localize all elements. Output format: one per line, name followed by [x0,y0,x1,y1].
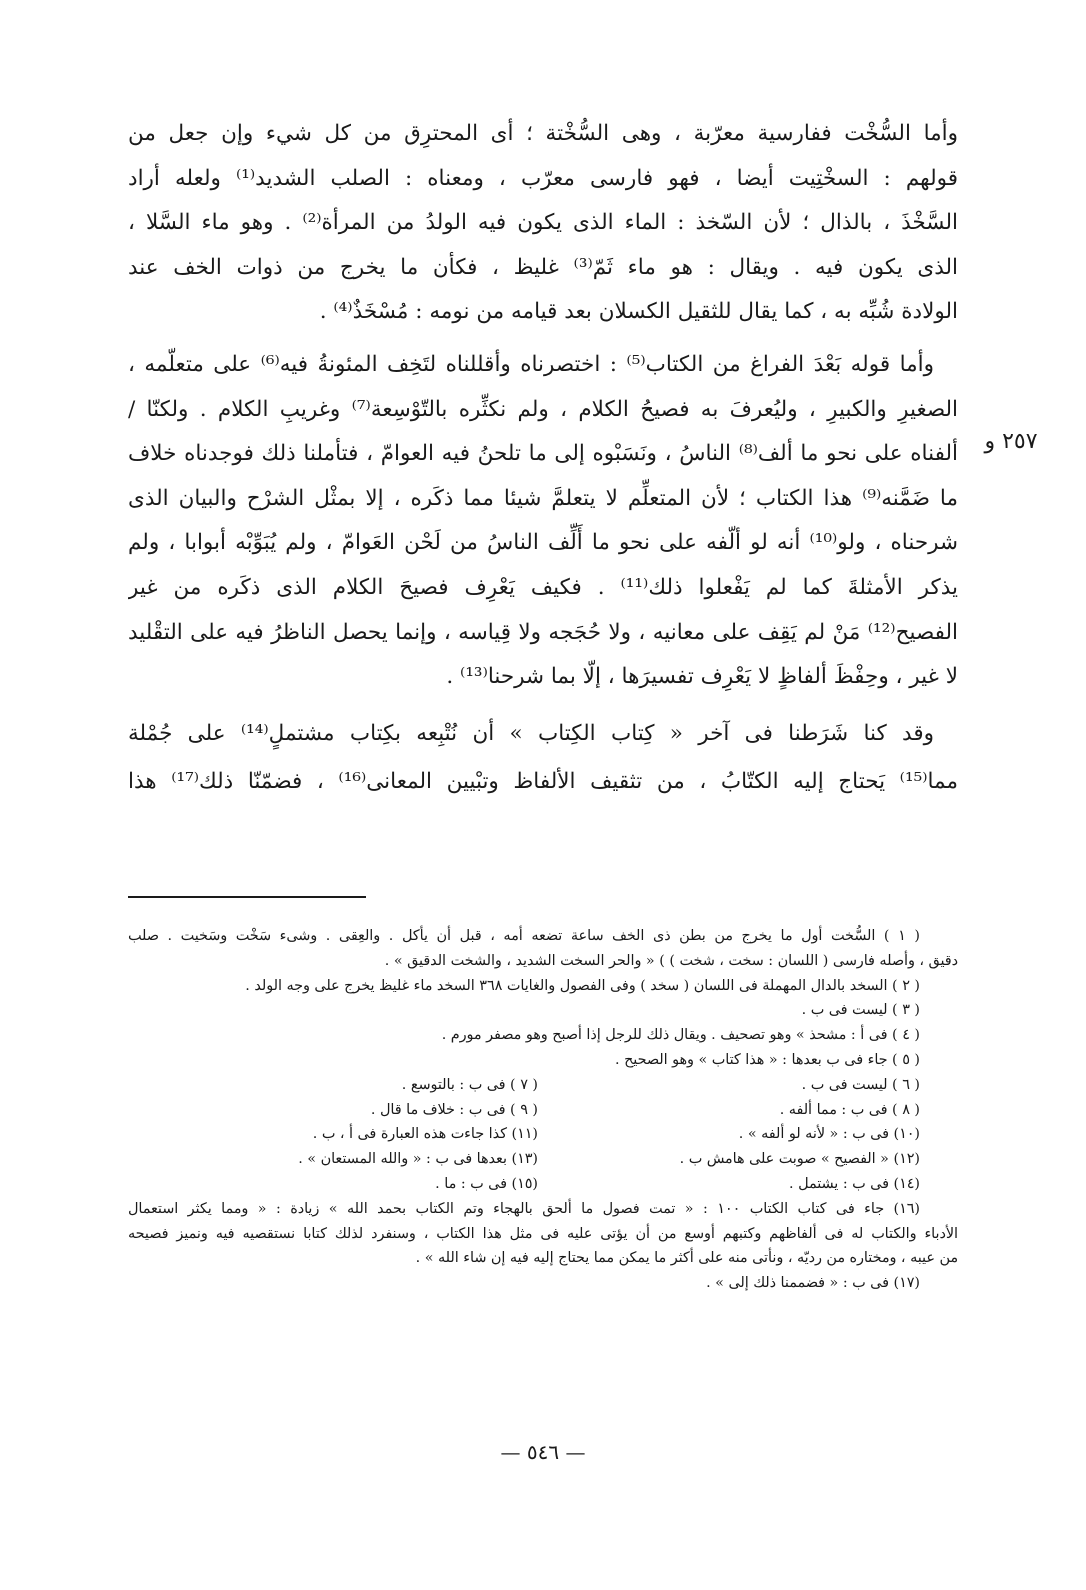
text-line: السَّخْذَ ، بالذال ؛ لأن السّخذ : الماء الذى يكون فيه الولدُ من المرأة⁽²⁾ . وهو ماء السَّلا ، [128,210,958,236]
footnote-14: (١٤) فى ب : يشتمل . [789,1175,920,1192]
text-line: وأما السُّخْت ففارسية معرّبة ، وهى السُّخْتة ؛ أى المحترِق من كل شيء وإن جعل من [128,121,958,146]
paragraph-3 [128,710,958,806]
footnote-11: (١١) كذا جاءت هذه العبارة فى أ ، ب . [312,1126,538,1143]
text-line: شرحناه ، ولو⁽¹⁰⁾ أنه لو ألّفه على نحو ما أَلِّف الناسُ من لَحْن العَوامّ ، ولم يُبَوِّبْه أبوابا ، ولم [128,530,958,556]
text-line: وأما قوله بَعْدَ الفراغ من الكتاب⁽⁵⁾ : اختصرناه وأقللناه لتَخِف المئونةُ فيه⁽⁶⁾ على متعلّمه ، [128,351,934,377]
text-line: الصغيرِ والكبيرِ ، وليُعرفَ به فصيحُ الكلام ، ولم نكثِّره بالتّوْسِعة⁽⁷⁾ وغريبِ الكلام . ولكنّا / [128,396,958,422]
footnote-3: ( ٣ ) ليست فى ب . [801,1002,920,1019]
footnote-1: ( ١ ) السُّخت أول ما يخرج من بطن ذى الخف ساعة تضعه أمه ، قبل أن يأكل . والعِقى . وشىء سَخْت وسَخيت . صلب [128,928,921,944]
text-line: الولادة شُبِّه به ، كما يقال للثقيل الكسلان بعد قيامه من نومه : مُسْخَذٌ⁽⁴⁾ . [319,299,958,325]
footnote-row [128,1122,958,1147]
margin-folio-reference: ٢٥٧ و [984,429,1038,454]
footnote-15: (١٥) فى ب : ما . [435,1175,538,1192]
footnote-5: ( ٥ ) جاء فى ب بعدها : « هذا كتاب » وهو الصحيح . [614,1051,920,1068]
text-line: قولهم : السخْتِيت أيضا ، فهو فارسى معرّب ، ومعناه : الصلب الشديد⁽¹⁾ ولعله أراد [128,165,958,191]
text-line: لا غير ، وحِفْظَ ألفاظٍ لا يَعْرِف تفسيرَها ، إلّا بما شرحنا⁽¹³⁾ . [446,664,958,690]
paragraph-1 [128,112,958,335]
footnote-10: (١٠) فى ب : « لأنه لو ألفه » . [738,1126,920,1143]
footnotes [128,924,958,1296]
footnote-16: (١٦) جاء فى كتاب الكتاب ١٠٠ : « تمت فصول ما ألحق بالهجاء وتم الكتاب بحمد الله » زيادة : « ومما يكثر استعمال [128,1200,920,1217]
text-line: الذى يكون فيه . ويقال : هو ماء ثَمّ⁽³⁾ غليظ ، فكأن ما يخرج من ذوات الخف عند [128,254,958,280]
footnote-8: ( ٨ ) فى ب : مما ألفه . [779,1101,920,1118]
main-text [128,112,958,806]
footnote-16-continued: الأدباء والكتاب له فى ألفاظهم وكتبهم أوسع من أن يؤتى عليه فى مثل هذا الكتاب ، وسنفرد لذلك كتابا نستقصيه فيه ونميز فصيحه [128,1225,958,1242]
footnote-row [128,1073,958,1098]
text-line: ما ضَمَّنه⁽⁹⁾ هذا الكتاب ؛ لأن المتعلِّم لا يتعلمَّ شيئا مما ذكَره ، إلا بمثْل الشرْح والبيان الذى [128,485,958,511]
text-line: يذكر الأمثلةَ كما لم يَفْعلوا ذلك⁽¹¹⁾ . فكيف يَعْرِف فصيحَ الكلام الذى ذكَره من غير [128,574,958,600]
text-line: ألفناه على نحو ما ألف⁽⁸⁾ الناسُ ، ونَسَبْوه إلى ما تلحنُ فيه العوامّ ، فتأملنا ذلك فوجدناه خلاف [128,441,958,467]
footnote-9: ( ٩ ) فى ب : خلاف ما قال . [370,1101,538,1118]
text-line: وقد كنا شَرَطنا فى آخر « كِتاب الكِتاب » أن نُتْبِعه بكِتاب مشتملٍ⁽¹⁴⁾ على جُمْلة [128,720,935,746]
footnote-2: ( ٢ ) السخد بالدال المهملة فى اللسان ( سخد ) وفى الفصول والغايات ٣٦٨ السخد ماء غليظ يخرج على وجه الولد . [245,977,920,994]
footnote-row [128,1172,958,1197]
page-number: — ٥٤٦ — [500,1440,586,1464]
footnote-16-continued: من عيبه ، ومختاره من رديّه ، ونأتى منه على أكثر ما يمكن مما يحتاج إليه فيه إن شاء الله » . [415,1250,958,1267]
footnote-1-continued: دقيق ، وأصله فارسى ( اللسان : سخت ، شخت ) ) « والحر السخت الشديد ، والشخت الدقيق » . [384,952,958,969]
footnote-17: (١٧) فى ب : « فضممنا ذلك إلى » . [706,1275,920,1292]
text-line: الفصيح⁽¹²⁾ مَنْ لم يَقِف على معانيه ، ولا حُجَجه ولا قِياسه ، وإنما يحصل الناظرُ فيه على التقْليد [128,619,958,645]
text-line: مما⁽¹⁵⁾ يَحتاج إليه الكتّابُ ، من تثقيف الألفاظ وتبْيين المعانى⁽¹⁶⁾ ، فضمّنّا ذلك⁽¹⁷⁾ هذا [128,768,958,794]
footnote-12: (١٢) « الفصيح » صوبت على هامش ب . [679,1151,920,1168]
paragraph-2 [128,343,958,700]
footnote-4: ( ٤ ) فى أ : مشحذ » وهو تصحيف . ويقال ذلك للرجل إذا أصبح وهو مصفر مورم . [441,1027,920,1044]
footnote-row [128,1147,958,1172]
footnote-row [128,1098,958,1123]
footnote-7: ( ٧ ) فى ب : بالتوسع . [401,1076,538,1093]
footnote-13: (١٣) بعدها فى ب : « والله المستعان » . [298,1151,538,1168]
footnote-6: ( ٦ ) ليست فى ب . [801,1076,920,1093]
footnote-separator [128,896,366,898]
